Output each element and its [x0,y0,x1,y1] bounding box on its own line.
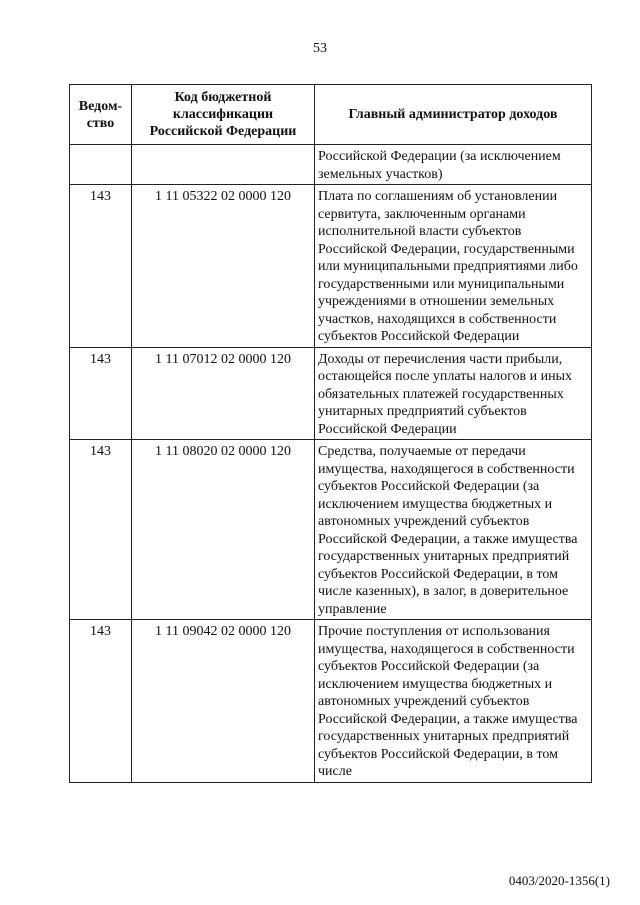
header-code: Код бюджетной классификации Российской Федерации [132,85,315,145]
page-number: 53 [313,41,327,56]
department-cell: 143 [70,440,132,620]
code-cell: 1 11 09042 02 0000 120 [132,620,315,783]
table-row [70,347,592,440]
department-cell: 143 [70,347,132,440]
description-cell: Прочие поступления от использования имущества, находящегося в собственности субъектов Российской Федерации (за исключением имущества бюджетных и автономных учреждений субъектов Российской Федерации, а также имущества государственных унитарных предприятий субъектов Российской Федерации, в том числе [315,620,592,783]
department-cell [70,145,132,185]
description-cell: Средства, получаемые от передачи имущества, находящегося в собственности субъектов Российской Федерации (за исключением имущества бюджетных и автономных учреждений субъектов Российской Федерации, а также имущества государственных унитарных предприятий субъектов Российской Федерации, в том числе казенных), в залог, в доверительное управление [315,440,592,620]
budget-classification-table [69,84,592,783]
department-cell: 143 [70,620,132,783]
header-administrator: Главный администратор доходов [315,85,592,145]
table-row [70,185,592,348]
code-cell: 1 11 07012 02 0000 120 [132,347,315,440]
description-cell: Доходы от перечисления части прибыли, остающейся после уплаты налогов и иных обязательных платежей государственных унитарных предприятий субъектов Российской Федерации [315,347,592,440]
code-cell: 1 11 08020 02 0000 120 [132,440,315,620]
description-cell: Российской Федерации (за исключением земельных участков) [315,145,592,185]
document-code: 0403/2020-1356(1) [508,873,610,888]
department-cell: 143 [70,185,132,348]
code-cell [132,145,315,185]
table-row [70,620,592,783]
code-cell: 1 11 05322 02 0000 120 [132,185,315,348]
table-header-row [70,85,592,145]
description-cell: Плата по соглашениям об установлении сервитута, заключенным органами исполнительной власти субъектов Российской Федерации, государственными или муниципальными предприятиями либо государственными или муниципальными учреждениями в отношении земельных участков, находящихся в собственности субъектов Российской Федерации [315,185,592,348]
header-department: Ведом- ство [70,85,132,145]
table-row [70,145,592,185]
table-row [70,440,592,620]
